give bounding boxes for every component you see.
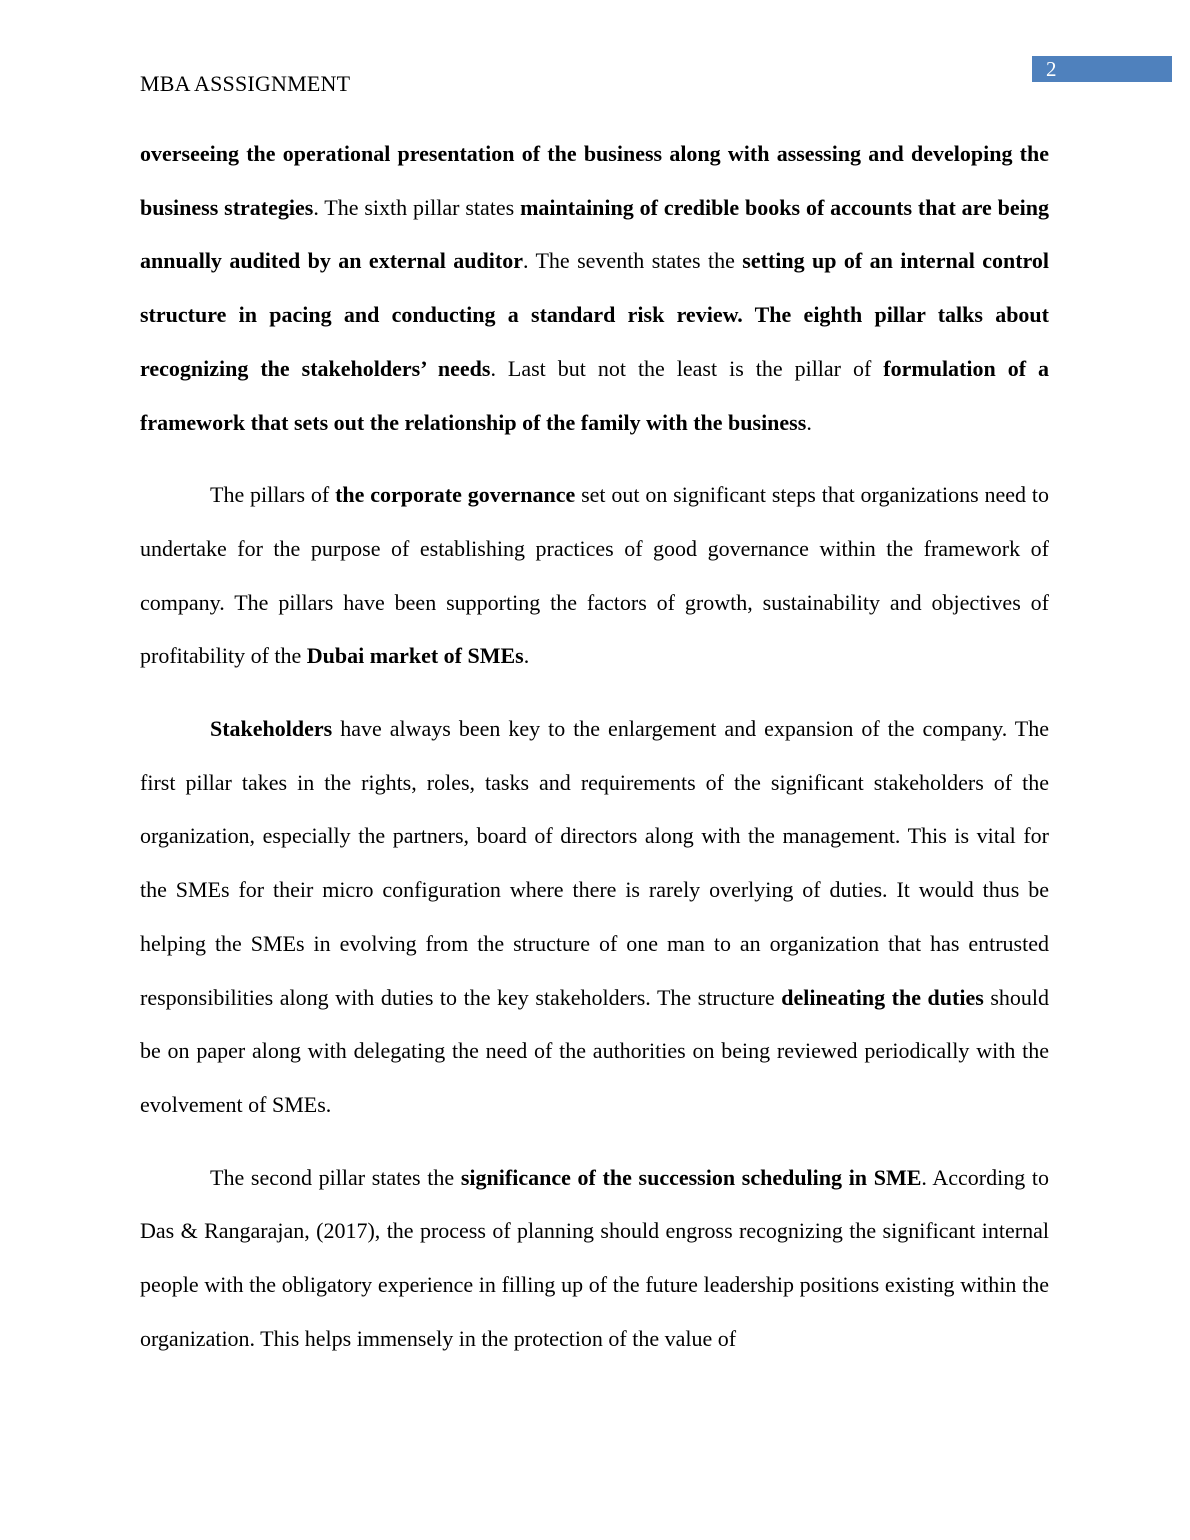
bold-run: delineating the duties <box>781 984 984 1010</box>
bold-run: Stakeholders <box>210 716 333 742</box>
text-run: set out on significant steps that organizations need to undertake for the purpose of establishing practices of good governance within the framework of company. The pillars have been supporting the factors of growth, sustainability and objectives of profitability of the <box>140 482 1049 669</box>
text-run: . The sixth pillar states <box>313 194 521 220</box>
page-header-title: MBA ASSSIGNMENT <box>140 71 351 96</box>
page-number: 2 <box>1032 56 1172 82</box>
text-run: The second pillar states the <box>210 1164 461 1190</box>
paragraph-1 <box>140 127 1049 449</box>
text-run: . Last but not the least is the pillar of <box>490 355 884 381</box>
text-run: . According to Das & Rangarajan, (2017), the process of planning should engross recognizing the significant internal people with the obligatory experience in filling up of the future leadership positions existing within the organization. This helps immensely in the protection of the value of <box>140 1164 1049 1351</box>
text-run: The pillars of <box>210 482 336 508</box>
bold-run: Dubai market of SMEs <box>306 643 524 669</box>
bold-run: formulation of a framework that sets out the relationship of the family with the business <box>140 355 1050 435</box>
bold-run: significance of the succession scheduling in SME <box>460 1164 922 1190</box>
text-run: . <box>806 409 812 435</box>
bold-run: the corporate governance <box>335 482 576 508</box>
text-run: should be on paper along with delegating the need of the authorities on being reviewed periodically with the evolvement of SMEs. <box>140 984 1050 1117</box>
text-run: have always been key to the enlargement and expansion of the company. The first pillar takes in the rights, roles, tasks and requirements of the significant stakeholders of the organization, especially the partners, board of directors along with the management. This is vital for the SMEs for their micro configuration where there is rarely overlying of duties. It would thus be helping the SMEs in evolving from the structure of one man to an organization that has entrusted responsibilities along with duties to the key stakeholders. The structure <box>140 716 1049 1010</box>
paragraph-2 <box>140 468 1049 683</box>
bold-run: maintaining of credible books of accounts that are being annually audited by an external auditor <box>140 194 1049 274</box>
bold-run: overseeing the operational presentation of the business along with assessing and developing the business strategies <box>140 141 1049 220</box>
paragraph-3 <box>140 702 1049 1132</box>
text-run: . <box>523 643 530 669</box>
document-body <box>140 127 1049 1384</box>
text-run: . The seventh states the <box>522 248 743 274</box>
paragraph-4 <box>140 1151 1049 1366</box>
bold-run: setting up of an internal control structure in pacing and conducting a standard risk review. The eighth pillar talks about recognizing the stakeholders’ needs <box>140 248 1050 381</box>
